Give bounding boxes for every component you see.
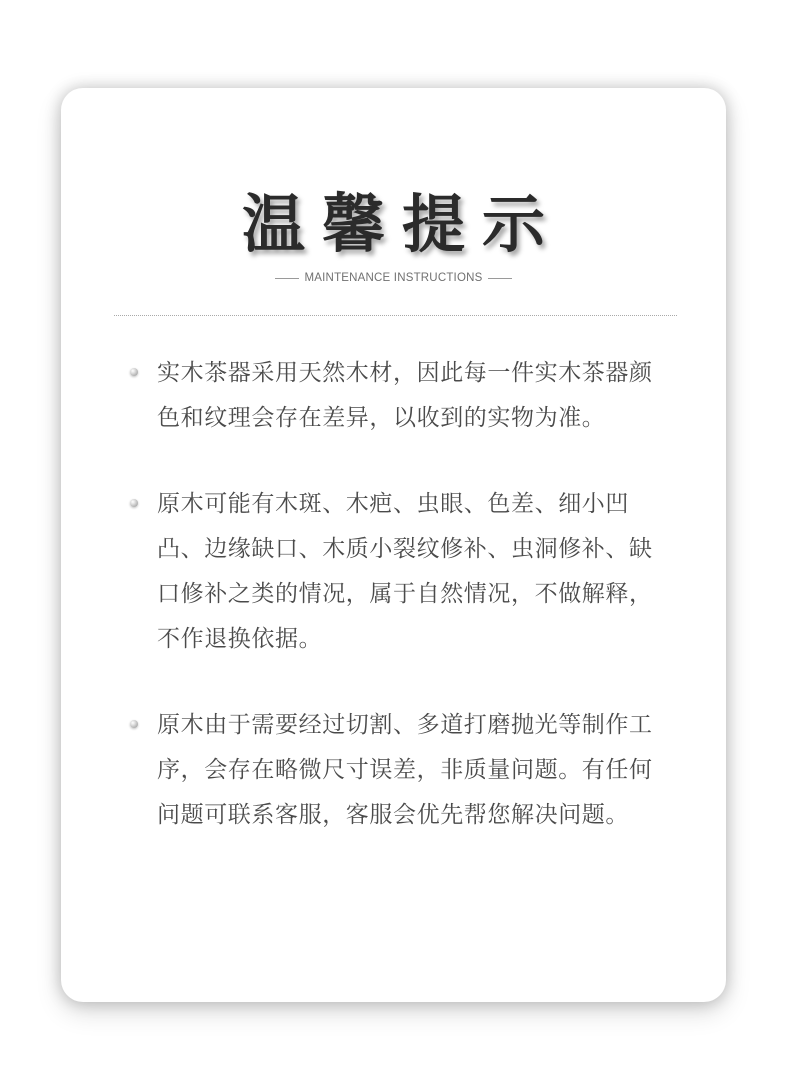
subtitle-left-rule <box>275 278 299 279</box>
bullet-icon <box>130 720 138 728</box>
list-item <box>157 482 667 662</box>
dotted-divider <box>114 315 677 316</box>
tips-list <box>157 351 667 879</box>
subtitle-row <box>61 272 726 284</box>
bullet-icon <box>130 368 138 376</box>
page-title: 温馨提示 <box>242 187 562 261</box>
list-item <box>157 351 667 441</box>
list-item <box>157 703 667 838</box>
tip-text: 原木由于需要经过切割、多道打磨抛光等制作工序，会存在略微尺寸误差，非质量问题。有任何问题可联系客服，客服会优先帮您解决问题。 <box>157 712 653 828</box>
bullet-icon <box>130 499 138 507</box>
subtitle-right-rule <box>488 278 512 279</box>
notice-card <box>61 88 726 1002</box>
subtitle: MAINTENANCE INSTRUCTIONS <box>304 272 483 284</box>
tip-text: 实木茶器采用天然木材，因此每一件实木茶器颜色和纹理会存在差异，以收到的实物为准。 <box>157 360 653 431</box>
tip-text: 原木可能有木斑、木疤、虫眼、色差、细小凹凸、边缘缺口、木质小裂纹修补、虫洞修补、缺口修补之类的情况，属于自然情况，不做解释，不作退换依据。 <box>157 491 653 652</box>
